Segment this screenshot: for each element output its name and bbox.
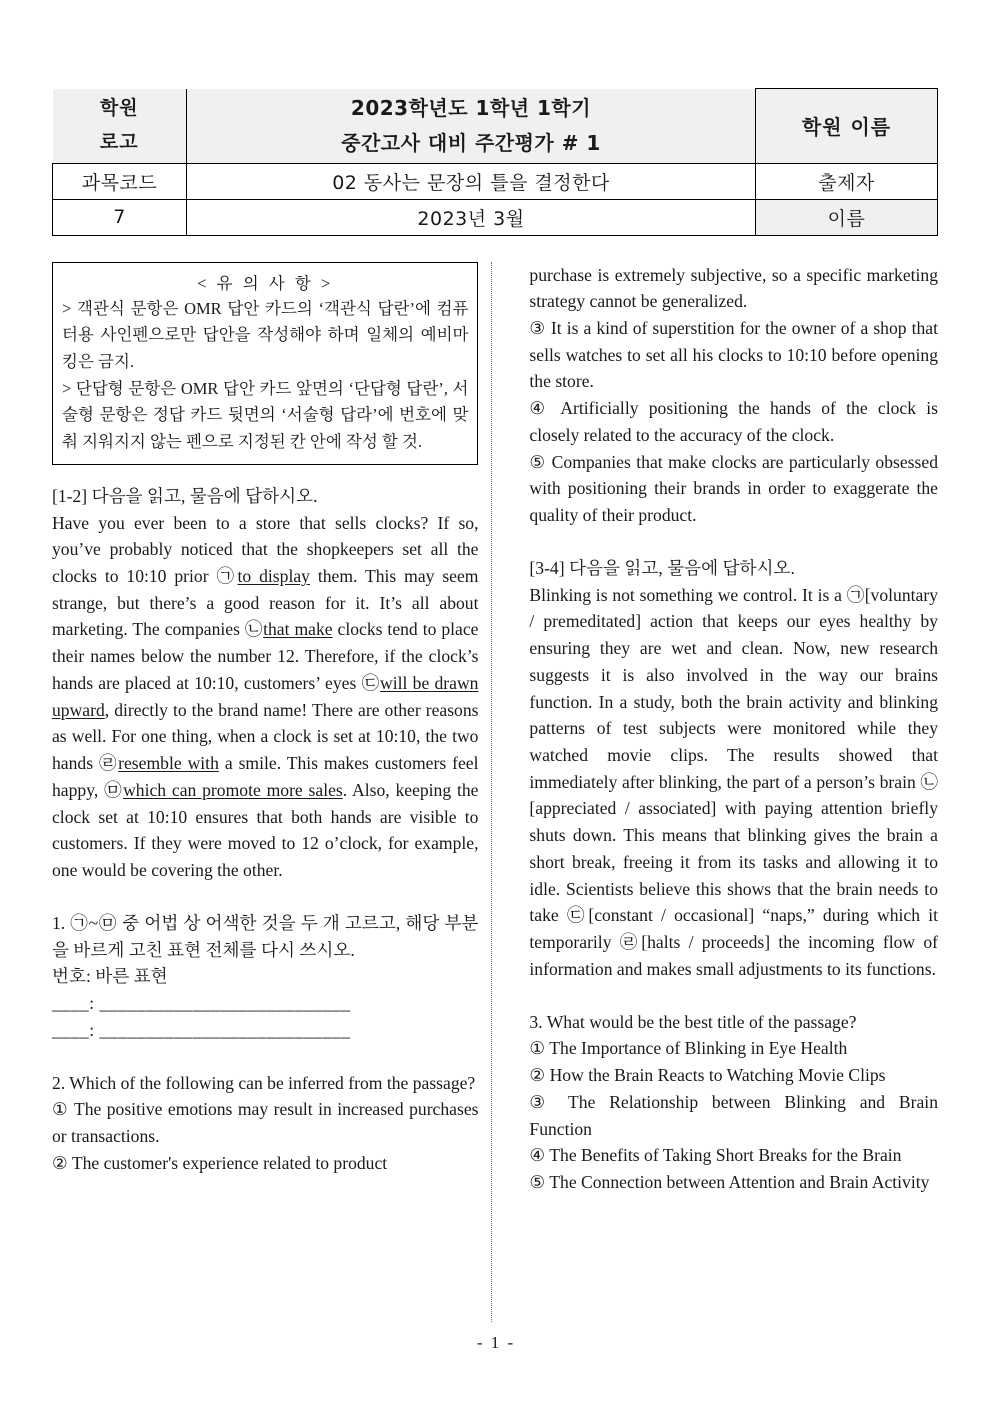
- p1-underline-2: that make: [263, 619, 333, 640]
- author-name-cell: 이름: [756, 199, 938, 235]
- p1-seg1: Have you ever been to a store that sells clocks? If so, you’ve probably noticed that the shopkeepers set all the clocks to 10:10 prior: [52, 512, 479, 587]
- question2-option-5[interactable]: ⑤ Companies that make clocks are particularly obsessed with positioning their brands in order to exaggerate the quality of their product.: [529, 451, 938, 526]
- p2-seg1: Blinking is not something we control. It is a: [529, 584, 847, 605]
- question3-stem: 3. What would be the best title of the passage?: [529, 1011, 857, 1032]
- page-footer: - 1 -: [476, 1333, 516, 1352]
- marker-d-icon: ㉣: [619, 932, 642, 953]
- question2-option-2-part-right[interactable]: purchase is extremely subjective, so a specific marketing strategy cannot be generalized.: [529, 264, 938, 312]
- exam-date-cell: 2023년 3월: [187, 199, 756, 235]
- marker-a-icon: ㉠: [846, 584, 865, 605]
- notice-line-2: > 단답형 문항은 OMR 답안 카드 앞면의 ‘단답형 답란’, 서술형 문항은 정답 카드 뒷면의 ‘서술형 답라’에 번호에 맞춰 지워지지 않는 펜으로 지정된 칸 안에 작성 할 것.: [62, 378, 469, 452]
- academy-logo-line2: 로고: [99, 130, 139, 153]
- marker-a-icon: ㉠: [216, 566, 238, 587]
- academy-logo-line1: 학원: [99, 97, 139, 120]
- marker-d-icon: ㉣: [99, 753, 119, 774]
- marker-b-icon: ㉡: [244, 619, 264, 640]
- p1-seg2: them. This may seem strange, but there’s a good reason for it. It’s all about marketing. The companies: [52, 566, 479, 640]
- p2-choice-4: [halts / proceeds]: [641, 932, 771, 953]
- exam-title-cell: [187, 89, 756, 164]
- header-row-title: [53, 89, 938, 164]
- p1-seg4: , directly to the brand name! There are other reasons as well. For one thing, when a clock is set at 10:10, the two hands: [52, 699, 479, 774]
- question2-continued-block: [529, 262, 938, 529]
- notice-line-1: > 객관식 문항은 OMR 답안 카드의 ‘객관식 답란’에 컴퓨터용 사인펜으로만 답안을 작성해야 하며 일체의 예비마킹은 금지.: [62, 298, 469, 371]
- academy-logo-cell: [53, 89, 187, 164]
- marker-e-icon: ㉤: [104, 779, 124, 800]
- question1-stem: 1. ㉠~㉤ 중 어법 상 어색한 것을 두 개 고르고, 해당 부분을 바르게 고친 표현 전체를 다시 쓰시오.: [52, 912, 479, 960]
- question2-option-3[interactable]: ③ It is a kind of superstition for the owner of a shop that sells watches to set all his clocks to 10:10 before opening the store.: [529, 317, 938, 392]
- author-label: 출제자: [756, 163, 938, 199]
- question1-sub-label: 번호: 바른 표현: [52, 966, 168, 987]
- question2-option-1[interactable]: ① The positive emotions may result in increased purchases or transactions.: [52, 1099, 479, 1146]
- p1-underline-4: resemble with: [118, 753, 219, 774]
- notice-box: [52, 262, 478, 465]
- right-column: [503, 262, 938, 1322]
- subject-code-label: 과목코드: [53, 163, 187, 199]
- spacer-1: [52, 884, 478, 910]
- p1-underline-3: will be drawn upward: [52, 672, 479, 720]
- p2-seg3: with paying attention briefly shuts down. This means that blinking gives the brain a short break, freeing it from its tasks and allowing it to idle. Scientists believe this shows that the brain needs to take: [529, 798, 938, 926]
- exam-title-line2: 중간고사 대비 주간평가 # 1: [341, 130, 601, 155]
- passage2-text: [529, 582, 938, 983]
- spacer-2: [52, 1044, 478, 1070]
- question3-option-3[interactable]: ③ The Relationship between Blinking and Brain Function: [529, 1091, 938, 1139]
- question3-option-5[interactable]: ⑤ The Connection between Attention and Brain Activity: [529, 1172, 930, 1192]
- spacer-4: [529, 983, 938, 1009]
- question2-stem: 2. Which of the following can be inferred from the passage?: [52, 1072, 476, 1093]
- question3-block: [529, 1009, 938, 1196]
- p1-underline-1: to display: [237, 566, 310, 587]
- passage1-prompt: [1-2] 다음을 읽고, 물음에 답하시오.: [52, 485, 318, 506]
- question1-blank-2[interactable]: ____: ___________________________: [52, 1019, 351, 1040]
- passage1-block: [52, 483, 478, 884]
- academy-name-cell: 학원 이름: [756, 89, 938, 164]
- p2-choice-3: [constant / occasional]: [588, 905, 755, 926]
- unit-title-cell: 02 동사는 문장의 틀을 결정한다: [187, 163, 756, 199]
- header-row-subject: [53, 163, 938, 199]
- question2-block: [52, 1070, 478, 1177]
- subject-code-value: 7: [53, 199, 187, 235]
- p2-seg5: the incoming flow of information and makes small adjustments to its functions.: [529, 932, 938, 979]
- passage2-block: [529, 555, 938, 983]
- body-columns: [52, 262, 938, 1322]
- question1-block: [52, 910, 478, 1044]
- left-column: [52, 262, 486, 1322]
- p1-seg5: a smile. This makes customers feel happy,: [52, 753, 479, 800]
- question2-option-4[interactable]: ④ Artificially positioning the hands of the clock is closely related to the accuracy of the clock.: [529, 398, 938, 445]
- passage2-prompt: [3-4] 다음을 읽고, 물음에 답하시오.: [529, 557, 795, 578]
- p2-seg4: “naps,” during which it temporarily: [529, 905, 938, 953]
- header-row-date: [53, 199, 938, 235]
- p1-underline-5: which can promote more sales: [123, 779, 343, 800]
- p1-seg3: clocks tend to place their names below the number 12. Therefore, if the clock’s hands are placed at 10:10, customers’ eyes: [52, 619, 479, 693]
- question3-option-2[interactable]: ② How the Brain Reacts to Watching Movie Clips: [529, 1065, 886, 1086]
- column-divider: [491, 262, 503, 1322]
- passage1-text: [52, 510, 478, 884]
- exam-title-line1: 2023학년도 1학년 1학기: [350, 95, 592, 120]
- question3-option-4[interactable]: ④ The Benefits of Taking Short Breaks for the Brain: [529, 1145, 902, 1166]
- spacer-3: [529, 529, 938, 555]
- notice-title: < 유 의 사 항 >: [197, 273, 334, 293]
- p2-choice-1: [voluntary / premeditated]: [529, 584, 938, 632]
- notice-body: [62, 296, 468, 456]
- question2-option-2-part-left[interactable]: ② The customer's experience related to product: [52, 1152, 388, 1173]
- marker-c-icon: ㉢: [566, 905, 589, 926]
- question3-option-1[interactable]: ① The Importance of Blinking in Eye Health: [529, 1038, 848, 1059]
- p1-seg6: . Also, keeping the clock set at 10:10 ensures that both hands are visible to customers. If they were moved to 12 o’clock, for example, one would be covering the other.: [52, 779, 479, 881]
- exam-header-table: [52, 88, 938, 236]
- p2-seg2: action that keeps our eyes healthy by ensuring they are wet and clean. Now, new research suggests it is also involved in the way our brains function. In a study, both the brain activity and blinking patterns of test subjects were monitored while they watched movie clips. The results showed that immediately after blinking, the part of a person’s brain: [529, 611, 938, 792]
- question1-blank-1[interactable]: ____: ___________________________: [52, 993, 351, 1014]
- p2-choice-2: [appreciated / associated]: [529, 798, 717, 819]
- marker-c-icon: ㉢: [361, 672, 381, 693]
- marker-b-icon: ㉡: [920, 771, 938, 792]
